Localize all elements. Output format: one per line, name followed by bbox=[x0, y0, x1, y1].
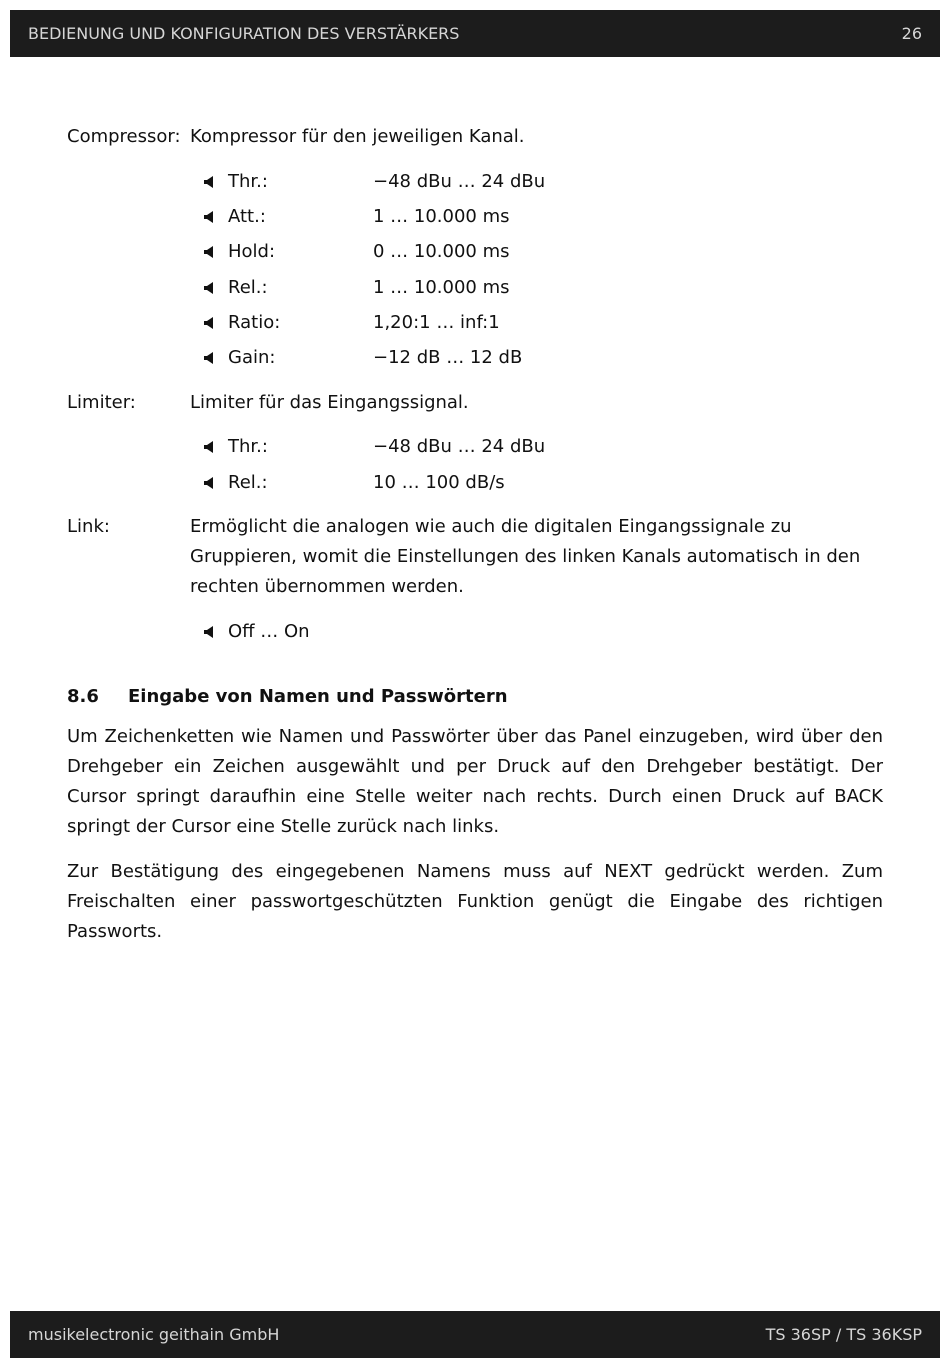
speaker-bullet-icon bbox=[190, 176, 228, 188]
param-name: Rel.: bbox=[228, 276, 268, 298]
param-range: −48 dBu … 24 dBu bbox=[373, 170, 546, 192]
param-name: Hold: bbox=[228, 241, 276, 263]
param-range: 1,20:1 … inf:1 bbox=[373, 311, 500, 333]
list-item bbox=[190, 340, 883, 375]
page-number: 26 bbox=[901, 24, 922, 43]
param-range: −48 dBu … 24 dBu bbox=[373, 436, 546, 458]
speaker-bullet-icon bbox=[190, 246, 228, 258]
speaker-bullet-icon bbox=[190, 317, 228, 329]
param-name: Att.: bbox=[228, 205, 266, 227]
limiter-param-list bbox=[190, 430, 883, 501]
list-item bbox=[190, 164, 883, 199]
list-item bbox=[190, 305, 883, 340]
param-range: −12 dB … 12 dB bbox=[373, 347, 523, 369]
link-param-list bbox=[190, 614, 883, 649]
param-name: Gain: bbox=[228, 347, 276, 369]
compressor-param-list bbox=[190, 164, 883, 376]
compressor-term: Compressor: bbox=[67, 126, 181, 147]
param-name: Ratio: bbox=[228, 311, 281, 333]
param-name: Rel.: bbox=[228, 471, 268, 493]
speaker-bullet-icon bbox=[190, 626, 228, 638]
link-description: Ermöglicht die analogen wie auch die digitalen Eingangssignale zu Gruppieren, womit die Einstellungen des linken Kanals automatisch in den rechten übernommen werden. bbox=[190, 516, 861, 598]
link-term: Link: bbox=[67, 516, 110, 538]
section-title: Eingabe von Namen und Passwörtern bbox=[128, 685, 508, 707]
body-paragraph: Um Zeichenketten wie Namen und Passwörter über das Panel einzugeben, wird über den Drehgeber ein Zeichen ausgewählt und per Druck auf den Drehgeber bestätigt. Der Cursor springt daraufhin eine Stelle weiter nach rechts. Durch einen Druck auf BACK springt der Cursor eine Stelle zurück nach links. bbox=[67, 725, 883, 837]
speaker-bullet-icon bbox=[190, 211, 228, 223]
section-number: 8.6 bbox=[67, 685, 99, 707]
footer-company: musikelectronic geithain GmbH bbox=[28, 1325, 280, 1344]
list-item bbox=[190, 430, 883, 465]
list-item bbox=[190, 270, 883, 305]
param-name: Thr.: bbox=[228, 436, 268, 458]
speaker-bullet-icon bbox=[190, 352, 228, 364]
limiter-description: Limiter für das Eingangssignal. bbox=[190, 391, 469, 413]
page-footer bbox=[10, 1311, 940, 1358]
section-heading bbox=[67, 682, 883, 712]
speaker-bullet-icon bbox=[190, 477, 228, 489]
param-range: 1 … 10.000 ms bbox=[373, 205, 510, 227]
limiter-term: Limiter: bbox=[67, 391, 136, 413]
body-paragraph: Zur Bestätigung des eingegebenen Namens muss auf NEXT gedrückt werden. Zum Freischalten einer passwortgeschützten Funktion genügt die Eingabe des richtigen Passworts. bbox=[67, 860, 883, 942]
param-name: Thr.: bbox=[228, 170, 268, 192]
param-range: 0 … 10.000 ms bbox=[373, 241, 510, 263]
param-range: 1 … 10.000 ms bbox=[373, 276, 510, 298]
compressor-definition bbox=[67, 122, 883, 152]
speaker-bullet-icon bbox=[190, 441, 228, 453]
limiter-definition bbox=[67, 388, 883, 418]
list-item bbox=[190, 199, 883, 234]
speaker-bullet-icon bbox=[190, 282, 228, 294]
param-range: 10 … 100 dB/s bbox=[373, 471, 505, 493]
header-title: BEDIENUNG UND KONFIGURATION DES VERSTÄRKERS bbox=[28, 24, 460, 43]
list-item bbox=[190, 235, 883, 270]
footer-models: TS 36SP / TS 36KSP bbox=[765, 1325, 922, 1344]
list-item bbox=[190, 614, 883, 649]
link-option: Off … On bbox=[228, 621, 310, 643]
link-definition bbox=[67, 512, 883, 602]
page-header bbox=[10, 10, 940, 57]
list-item bbox=[190, 465, 883, 500]
compressor-description: Kompressor für den jeweiligen Kanal. bbox=[190, 126, 525, 147]
page-content bbox=[67, 122, 883, 947]
